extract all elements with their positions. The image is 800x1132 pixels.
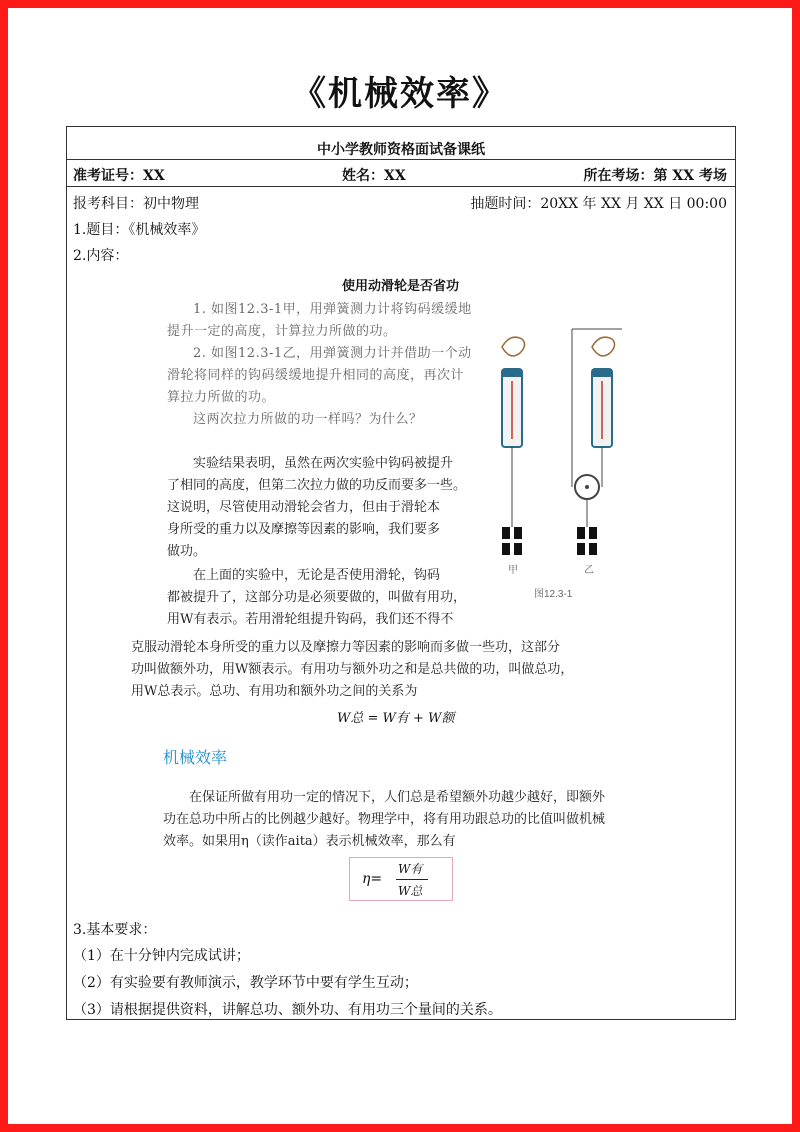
efficiency-formula [349, 857, 453, 901]
spring-scale-icon [502, 369, 612, 447]
topic: 1.题目：《机械效率》 [73, 222, 206, 238]
formula-denominator: W总 [398, 884, 423, 898]
exam-site: 所在考场：第 XX 考场 [583, 168, 727, 184]
text-line: 2. 如图12.3-1乙，用弹簧测力计并借助一个动 [193, 346, 472, 361]
content-label: 2.内容： [73, 248, 129, 264]
text-line: 1. 如图12.3-1甲，用弹簧测力计将钩码缓缓地 [193, 302, 472, 317]
form-header: 中小学教师资格面试备课纸 [317, 142, 485, 158]
divider [67, 159, 735, 160]
text-line: 这两次拉力所做的功一样吗？为什么？ [193, 412, 423, 427]
text-line: 实验结果表明，虽然在两次实验中钩码被提升 [193, 456, 454, 471]
fig-caption: 图12.3-1 [534, 589, 573, 600]
text-line: 克服动滑轮本身所受的重力以及摩擦力等因素的影响而多做一些功，这部分 [131, 640, 561, 655]
text-line: 滑轮将同样的钩码缓缓地提升相同的高度，再次计 [167, 368, 465, 383]
pulley-icon [575, 475, 599, 527]
requirement-item: （1）在十分钟内完成试讲； [73, 948, 250, 964]
fig-label: 甲 [508, 565, 518, 576]
text-line: 用W有表示。若用滑轮组提升钩码，我们还不得不 [167, 612, 454, 627]
text-line: 提升一定的高度，计算拉力所做的功。 [167, 324, 397, 339]
material-paragraph-5 [163, 787, 723, 853]
lesson-plan-form [66, 126, 736, 1020]
formula-numerator: W有 [398, 862, 423, 876]
fig-label: 乙 [584, 565, 594, 576]
material-paragraph-3 [167, 565, 487, 631]
fraction-bar [396, 879, 428, 880]
text-line: 身所受的重力以及摩擦等因素的影响，我们要多 [167, 522, 441, 537]
text-line: 都被提升了，这部分功是必须要做的，叫做有用功， [167, 590, 467, 605]
pulley-experiment-figure [472, 317, 622, 607]
formula-lhs: η= [362, 871, 383, 887]
text-line: 了相同的高度，但第二次拉力做的功反而要多一些。 [167, 478, 467, 493]
text-line: 用W总表示。总功、有用功和额外功之间的关系为 [131, 684, 418, 699]
page-title: 《机械效率》 [292, 74, 508, 114]
work-equation: W总 = W有 + W额 [337, 711, 455, 726]
exam-id: 准考证号：XX [73, 168, 165, 184]
efficiency-heading: 机械效率 [163, 748, 228, 767]
hand-icon [502, 337, 615, 356]
divider [67, 186, 735, 187]
draw-time: 抽题时间：20XX 年 XX 月 XX 日 00:00 [470, 196, 727, 212]
text-line: 做功。 [167, 544, 207, 559]
requirement-item: （3）请根据提供资料，讲解总功、额外功、有用功三个量间的关系。 [73, 1002, 502, 1018]
text-line: 在上面的实验中，无论是否使用滑轮，钩码 [193, 568, 441, 583]
text-line: 算拉力所做的功。 [167, 390, 276, 405]
text-line: 在保证所做有用功一定的情况下，人们总是希望额外功越少越好，即额外 [189, 790, 606, 805]
requirement-item: （2）有实验要有教师演示，教学环节中要有学生互动； [73, 975, 418, 991]
material-section-title: 使用动滑轮是否省功 [342, 279, 460, 294]
material-paragraph-4 [131, 637, 691, 703]
weights-icon [502, 527, 597, 555]
material-paragraph-2 [167, 453, 487, 563]
requirements-label: 3.基本要求： [73, 922, 157, 938]
text-line: 效率。如果用η（读作aita）表示机械效率，那么有 [163, 834, 456, 849]
text-line: 这说明，尽管使用动滑轮会省力，但由于滑轮本 [167, 500, 441, 515]
text-line: 功在总功中所占的比例越少越好。物理学中，将有用功跟总功的比值叫做机械 [163, 812, 606, 827]
candidate-name: 姓名：XX [342, 168, 406, 184]
material-paragraph-1 [167, 299, 477, 431]
subject: 报考科目：初中物理 [73, 196, 199, 212]
text-line: 功叫做额外功，用W额表示。有用功与额外功之和是总共做的功，叫做总功， [131, 662, 574, 677]
